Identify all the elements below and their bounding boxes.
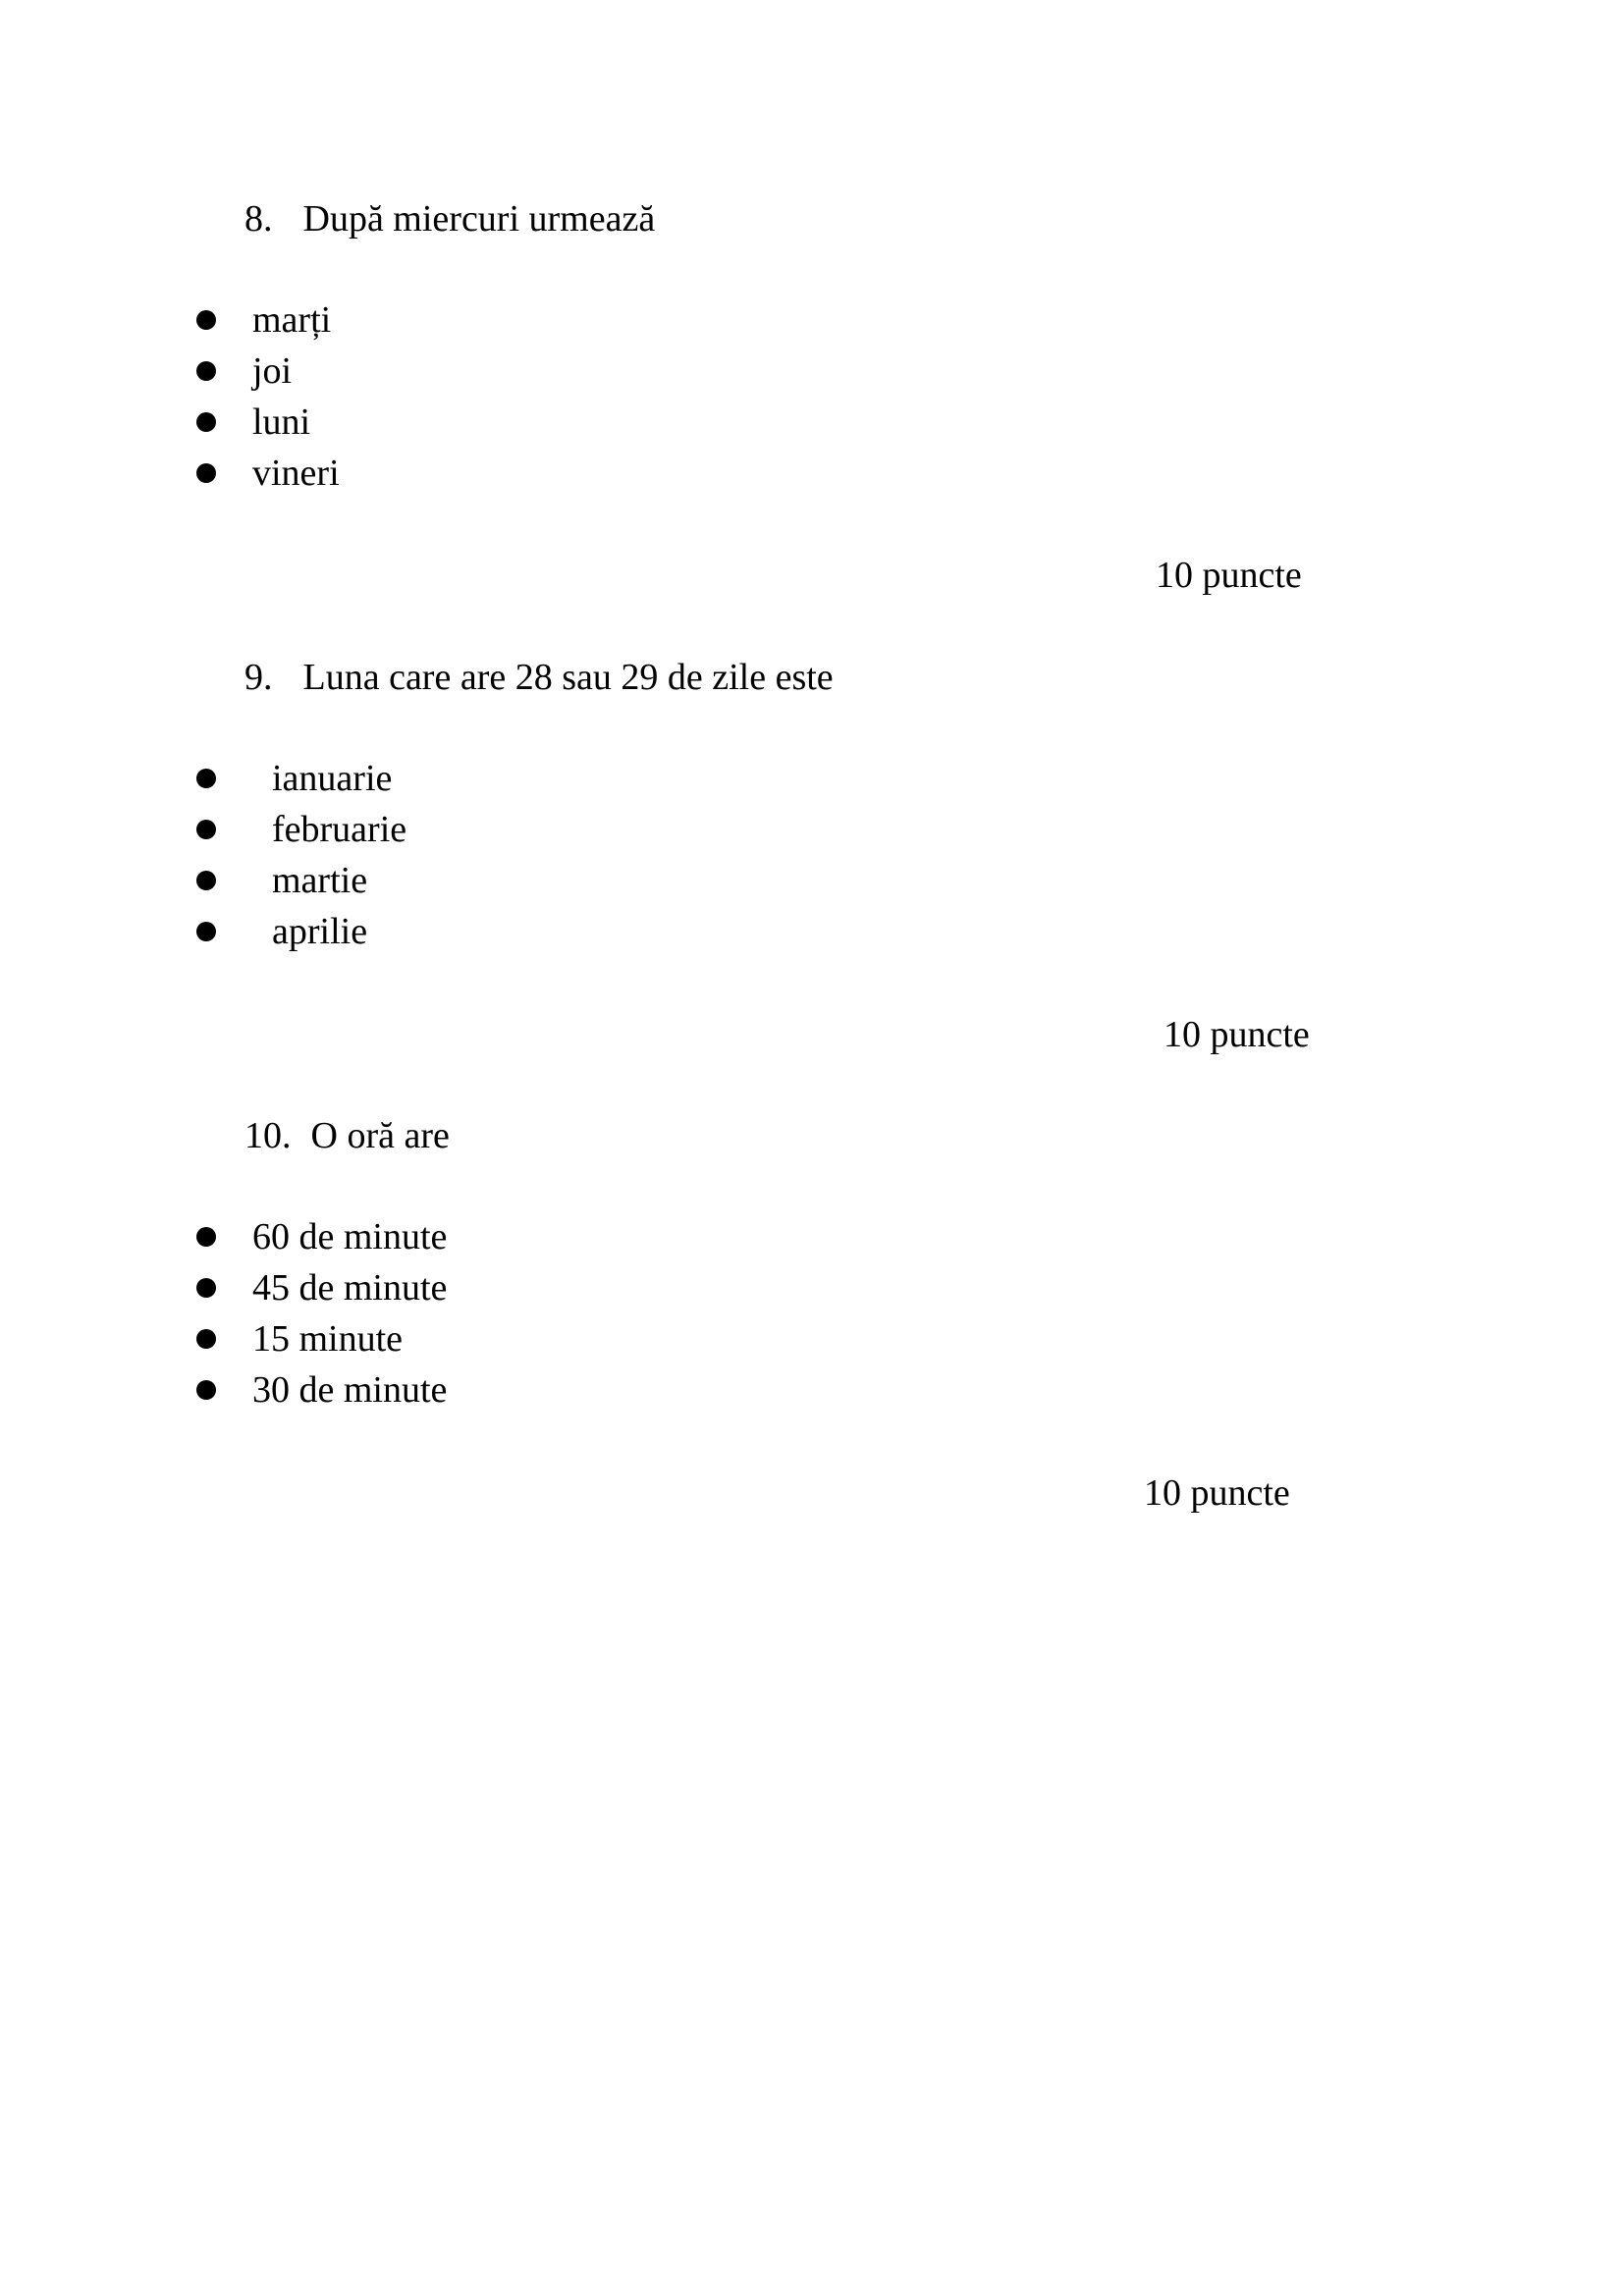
question-9-points: 10 puncte [1164, 1014, 1310, 1055]
question-text: O oră are [310, 1115, 450, 1156]
question-8-prompt [244, 196, 655, 241]
bullet-icon [196, 1278, 216, 1298]
question-number: 8. [244, 198, 273, 240]
bullet-icon [196, 871, 216, 890]
option-label: marți [252, 299, 332, 341]
bullet-icon [196, 1329, 216, 1349]
option-label: 45 de minute [252, 1267, 448, 1308]
option-label: ianuarie [272, 758, 393, 799]
bullet-icon [196, 820, 216, 839]
option-label: februarie [272, 809, 407, 850]
question-number: 10. [244, 1115, 292, 1156]
bullet-icon [196, 1227, 216, 1247]
option-label: 60 de minute [252, 1216, 448, 1257]
bullet-icon [196, 922, 216, 941]
option-label: joi [252, 350, 293, 392]
option-label: martie [272, 860, 368, 901]
option-label: 15 minute [252, 1318, 404, 1360]
option-label: aprilie [272, 911, 368, 952]
option-label: vineri [252, 453, 340, 494]
bullet-icon [196, 463, 216, 483]
bullet-icon [196, 310, 216, 330]
question-text: Luna care are 28 sau 29 de zile este [302, 657, 834, 698]
question-10-prompt [244, 1113, 450, 1158]
bullet-icon [196, 1380, 216, 1400]
question-text: După miercuri urmează [302, 198, 656, 240]
bullet-icon [196, 361, 216, 381]
question-10-points: 10 puncte [1144, 1472, 1290, 1514]
option-label: 30 de minute [252, 1369, 448, 1411]
option-label: luni [252, 401, 311, 443]
question-8-points: 10 puncte [1156, 555, 1302, 596]
bullet-icon [196, 769, 216, 788]
question-9-prompt [244, 655, 834, 700]
question-number: 9. [244, 657, 273, 698]
bullet-icon [196, 412, 216, 432]
